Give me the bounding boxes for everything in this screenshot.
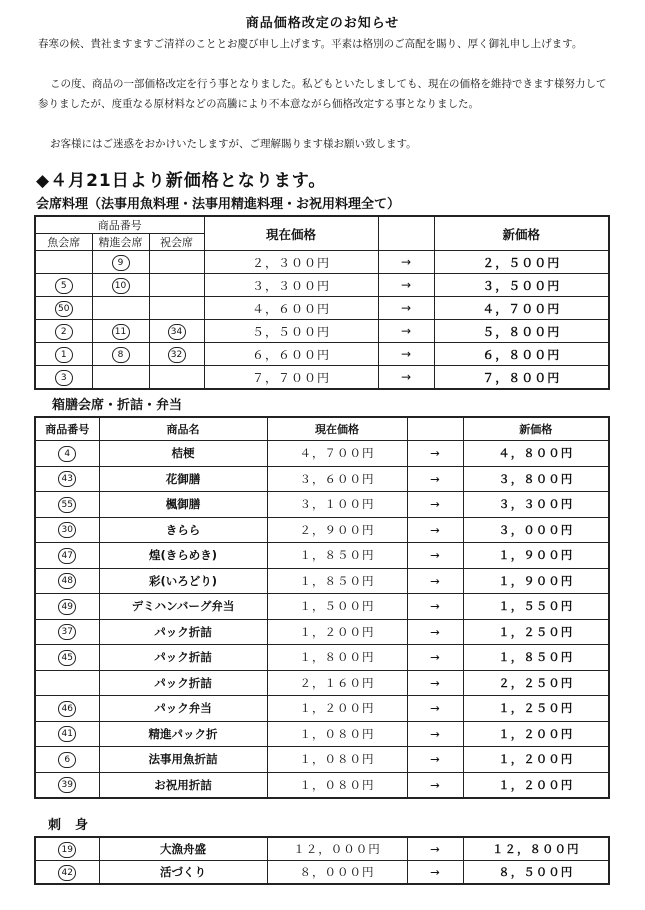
product-name: 精進パック折 — [99, 721, 267, 747]
current-price: １，０８０円 — [267, 772, 407, 798]
header-product-no: 商品番号 — [35, 216, 204, 234]
table-row — [35, 543, 609, 569]
table-row — [35, 251, 609, 274]
shojin-kaiseki-no — [92, 343, 149, 366]
arrow: → — [407, 517, 463, 543]
arrow: → — [407, 543, 463, 569]
table-row — [35, 645, 609, 671]
new-price: ３，３００円 — [463, 492, 609, 518]
arrow: → — [378, 274, 434, 297]
current-price: ５，５００円 — [204, 320, 378, 343]
apology-paragraph: お客様にはご迷惑をおかけいたしますが、ご理解賜ります様お願い致します。 — [50, 138, 417, 150]
fish-kaiseki-no — [35, 251, 92, 274]
new-price: １，２００円 — [463, 772, 609, 798]
new-price: １，５５０円 — [463, 594, 609, 620]
shojin-kaiseki-no — [92, 251, 149, 274]
current-price: １，２００円 — [267, 619, 407, 645]
current-price: ３，１００円 — [267, 492, 407, 518]
current-price: １，５００円 — [267, 594, 407, 620]
circled-number: 37 — [58, 624, 76, 640]
product-name: デミハンバーグ弁当 — [99, 594, 267, 620]
shojin-kaiseki-no — [92, 366, 149, 390]
table-row — [35, 772, 609, 798]
circled-number: 9 — [112, 255, 130, 271]
product-no — [35, 594, 99, 620]
fish-kaiseki-no — [35, 366, 92, 390]
circled-number: 42 — [58, 865, 76, 881]
circled-number: 19 — [58, 842, 76, 858]
circled-number: 55 — [58, 497, 76, 513]
new-price: １２，８００円 — [463, 837, 609, 861]
circled-number: 49 — [58, 599, 76, 615]
new-price: ２，２５０円 — [463, 670, 609, 696]
revision-paragraph: この度、商品の一部価格改定を行う事となりました。私どもといたしましても、現在の価格を維持できます様努力して参りましたが、度重なる原材料などの高騰により不本意ながら価格改定する事となりました。 — [38, 78, 607, 110]
sashimi-section-title: 刺身 — [48, 818, 103, 833]
circled-number: 3 — [55, 370, 73, 386]
arrow: → — [407, 861, 463, 885]
header-fish-kaiseki: 魚会席 — [35, 234, 92, 251]
arrow: → — [407, 837, 463, 861]
circled-number: 32 — [168, 347, 186, 363]
product-no — [35, 696, 99, 722]
bento-price-table — [34, 416, 610, 799]
new-price: １，２００円 — [463, 747, 609, 773]
circled-number: 39 — [58, 777, 76, 793]
table-row — [35, 366, 609, 390]
arrow: → — [378, 251, 434, 274]
table-row — [35, 670, 609, 696]
product-no — [35, 670, 99, 696]
kaiseki-section-title: 会席料理（法事用魚料理・法事用精進料理・お祝用料理全て） — [36, 197, 401, 212]
arrow: → — [407, 721, 463, 747]
iwai-kaiseki-no — [149, 251, 204, 274]
bento-section-title: 箱膳会席・折詰・弁当 — [52, 398, 183, 413]
product-no — [35, 492, 99, 518]
circled-number: 48 — [58, 573, 76, 589]
product-no — [35, 645, 99, 671]
current-price: １，８５０円 — [267, 568, 407, 594]
product-name: 桔梗 — [99, 441, 267, 467]
new-price: ２，５００円 — [434, 251, 609, 274]
kaiseki-price-table — [34, 215, 610, 390]
product-name: パック折詰 — [99, 670, 267, 696]
circled-number: 41 — [58, 726, 76, 742]
product-no — [35, 466, 99, 492]
shojin-kaiseki-no — [92, 274, 149, 297]
product-name: パック折詰 — [99, 619, 267, 645]
new-price: ４，７００円 — [434, 297, 609, 320]
product-name: 花御膳 — [99, 466, 267, 492]
new-price: １，２５０円 — [463, 619, 609, 645]
header-arrow-blank — [407, 417, 463, 441]
arrow: → — [407, 568, 463, 594]
current-price: １，０８０円 — [267, 747, 407, 773]
arrow: → — [407, 492, 463, 518]
arrow: → — [378, 343, 434, 366]
new-price: １，９００円 — [463, 543, 609, 569]
current-price: ８，０００円 — [267, 861, 407, 885]
arrow: → — [407, 466, 463, 492]
current-price: １，２００円 — [267, 696, 407, 722]
current-price: ６，６００円 — [204, 343, 378, 366]
current-price: ３，３００円 — [204, 274, 378, 297]
new-price: １，２００円 — [463, 721, 609, 747]
circled-number: 34 — [168, 324, 186, 340]
arrow: → — [378, 297, 434, 320]
current-price: １，０８０円 — [267, 721, 407, 747]
table-row — [35, 441, 609, 467]
table-row — [35, 343, 609, 366]
arrow: → — [407, 645, 463, 671]
arrow: → — [407, 772, 463, 798]
header-current-price: 現在価格 — [267, 417, 407, 441]
product-name: 活づくり — [99, 861, 267, 885]
new-price: ７，８００円 — [434, 366, 609, 390]
current-price: ３，６００円 — [267, 466, 407, 492]
circled-number: 11 — [112, 324, 130, 340]
sashimi-price-table — [34, 836, 610, 885]
iwai-kaiseki-no — [149, 274, 204, 297]
circled-number: 1 — [55, 347, 73, 363]
table-row — [35, 492, 609, 518]
iwai-kaiseki-no — [149, 320, 204, 343]
current-price: ２，１６０円 — [267, 670, 407, 696]
circled-number: 6 — [58, 752, 76, 768]
current-price: １，８００円 — [267, 645, 407, 671]
new-price: ４，８００円 — [463, 441, 609, 467]
arrow: → — [407, 619, 463, 645]
header-shojin-kaiseki: 精進会席 — [92, 234, 149, 251]
product-name: お祝用折詰 — [99, 772, 267, 798]
arrow: → — [407, 594, 463, 620]
header-current-price: 現在価格 — [204, 216, 378, 251]
new-price: ８，５００円 — [463, 861, 609, 885]
new-price: ３，０００円 — [463, 517, 609, 543]
circled-number: 10 — [112, 278, 130, 294]
product-no — [35, 568, 99, 594]
notice-title: 商品価格改定のお知らせ — [245, 16, 400, 31]
effective-date-headline: ◆４月21日より新価格となります。 — [36, 171, 327, 191]
arrow: → — [407, 670, 463, 696]
header-new-price: 新価格 — [463, 417, 609, 441]
product-no — [35, 619, 99, 645]
table-row — [35, 696, 609, 722]
new-price: １，２５０円 — [463, 696, 609, 722]
current-price: １，８５０円 — [267, 543, 407, 569]
header-iwai-kaiseki: 祝会席 — [149, 234, 204, 251]
fish-kaiseki-no — [35, 274, 92, 297]
iwai-kaiseki-no — [149, 366, 204, 390]
current-price: ４，７００円 — [267, 441, 407, 467]
table-row — [35, 837, 609, 861]
arrow: → — [407, 441, 463, 467]
fish-kaiseki-no — [35, 320, 92, 343]
header-product-name: 商品名 — [99, 417, 267, 441]
current-price: ７，７００円 — [204, 366, 378, 390]
new-price: ３，５００円 — [434, 274, 609, 297]
circled-number: 5 — [55, 278, 73, 294]
circled-number: 43 — [58, 471, 76, 487]
circled-number: 45 — [58, 650, 76, 666]
table-row — [35, 721, 609, 747]
current-price: ２，９００円 — [267, 517, 407, 543]
header-arrow-blank — [378, 216, 434, 251]
product-no — [35, 441, 99, 467]
arrow: → — [407, 696, 463, 722]
circled-number: 8 — [112, 347, 130, 363]
shojin-kaiseki-no — [92, 320, 149, 343]
product-no — [35, 543, 99, 569]
greeting-paragraph: 春寒の候、貴社ますますご清祥のこととお慶び申し上げます。平素は格別のご高配を賜り、厚く御礼申し上げます。 — [38, 38, 583, 50]
product-name: パック折詰 — [99, 645, 267, 671]
fish-kaiseki-no — [35, 343, 92, 366]
product-no — [35, 837, 99, 861]
table-row — [35, 517, 609, 543]
table-row — [35, 568, 609, 594]
product-name: 煌(きらめき) — [99, 543, 267, 569]
new-price: １，８５０円 — [463, 645, 609, 671]
circled-number: 4 — [58, 446, 76, 462]
product-no — [35, 861, 99, 885]
arrow: → — [407, 747, 463, 773]
table-row — [35, 861, 609, 885]
table-row — [35, 747, 609, 773]
circled-number: 47 — [58, 548, 76, 564]
table-row — [35, 619, 609, 645]
new-price: ５，８００円 — [434, 320, 609, 343]
header-new-price: 新価格 — [434, 216, 609, 251]
circled-number: 50 — [55, 301, 73, 317]
table-row — [35, 320, 609, 343]
table-row — [35, 274, 609, 297]
shojin-kaiseki-no — [92, 297, 149, 320]
table-row — [35, 594, 609, 620]
current-price: １２，０００円 — [267, 837, 407, 861]
table-row — [35, 466, 609, 492]
circled-number: 46 — [58, 701, 76, 717]
current-price: ２，３００円 — [204, 251, 378, 274]
product-no — [35, 517, 99, 543]
current-price: ４，６００円 — [204, 297, 378, 320]
header-product-no: 商品番号 — [35, 417, 99, 441]
product-no — [35, 721, 99, 747]
product-no — [35, 747, 99, 773]
circled-number: 2 — [55, 324, 73, 340]
iwai-kaiseki-no — [149, 343, 204, 366]
product-name: 彩(いろどり) — [99, 568, 267, 594]
product-name: きらら — [99, 517, 267, 543]
product-name: パック弁当 — [99, 696, 267, 722]
iwai-kaiseki-no — [149, 297, 204, 320]
table-row — [35, 297, 609, 320]
new-price: ３，８００円 — [463, 466, 609, 492]
product-name: 楓御膳 — [99, 492, 267, 518]
circled-number: 30 — [58, 522, 76, 538]
new-price: ６，８００円 — [434, 343, 609, 366]
fish-kaiseki-no — [35, 297, 92, 320]
new-price: １，９００円 — [463, 568, 609, 594]
product-no — [35, 772, 99, 798]
arrow: → — [378, 366, 434, 390]
arrow: → — [378, 320, 434, 343]
product-name: 大漁舟盛 — [99, 837, 267, 861]
product-name: 法事用魚折詰 — [99, 747, 267, 773]
